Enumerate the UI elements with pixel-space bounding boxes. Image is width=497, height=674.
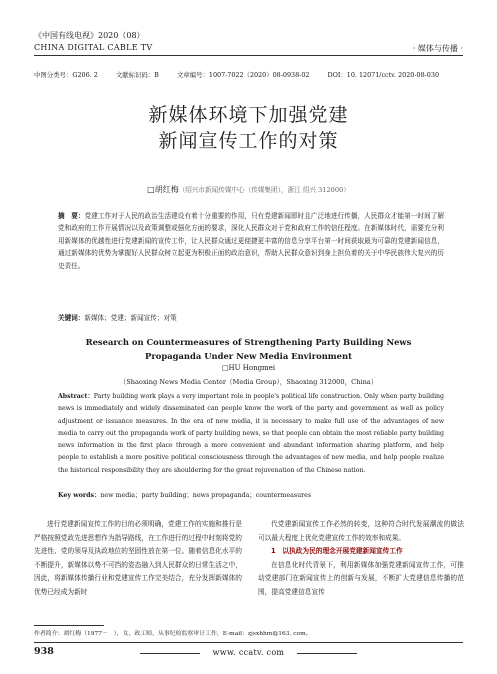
- section-label: · 媒体与传播 ·: [412, 44, 463, 53]
- author-affiliation-cn: （绍兴市新闻传媒中心（传媒集团），浙江 绍兴 312000）: [178, 186, 350, 194]
- body-column-left: 进行党建新闻宣传工作的目的必须明确，党建工作的实施和推行是严格按照党政先进思想作为指导路线，在工作进行的过程中时刻将党的先进性、党的领导及执政地位的坚固性放在第一位。随着信息化水平的不断提升，新媒体以势不可挡的姿态融入到人民群众的日常生活之中，因此，将新媒体传播行业和党建宣传工作完美结合，充分发挥新媒体的优势已经成为新时: [34, 520, 242, 596]
- keywords-text-cn: 新媒体；党建；新闻宣传；对策: [84, 314, 177, 322]
- abstract-label-cn: 摘 要：: [58, 212, 85, 220]
- title-en-line-1: Research on Countermeasures of Strengthening Party Building News: [85, 337, 412, 347]
- section-heading: 1 以执政为民的理念开展党建新闻宣传工作: [271, 547, 403, 556]
- page-number: 938: [34, 646, 54, 657]
- article-title-cn: [0, 102, 497, 154]
- journal-name-en: CHINA DIGITAL CABLE TV: [34, 43, 153, 52]
- header-rule: [34, 55, 463, 56]
- author-name-cn: □胡红梅: [147, 185, 179, 194]
- keywords-label-cn: 关键词：: [58, 314, 85, 322]
- body-column-right: [258, 518, 464, 600]
- footer-rule: [34, 642, 463, 643]
- author-name-en: □HU Hongmei: [221, 364, 276, 372]
- keywords-text-en: new media；party building；news propaganda；countermeasures: [100, 492, 312, 499]
- title-line-2: 新闻宣传工作的对策: [158, 130, 339, 152]
- article-number: 文章编号：1007-7022（2020）08-0938-02: [176, 71, 310, 79]
- doi: DOI：10. 12071/cctv. 2020-08-030: [327, 71, 440, 79]
- title-line-1: 新媒体环境下加强党建: [148, 104, 349, 126]
- abstract-text-en: Party building work plays a very important role in people's political life construction. Only when party building news is immediately and widely disseminated can people know the work of the party and government as well as policy adjustment or issuance measures. In the era of new media, it is necessary to make full use of the advantages of new media to carry out the propaganda work of party building news, so that people can obtain the most reliable party building news information in the first place through a more convenient and abundant information sharing platform, and help people to establish a more positive political consciousness through the advantages of new media, and help people realize the historical responsibility they are shouldering for the great rejuvenation of the Chinese nation.: [58, 393, 444, 474]
- abstract-cn: [58, 210, 444, 272]
- keywords-label-en: Key words：: [58, 492, 101, 499]
- article-title-en: [0, 335, 497, 363]
- footer-website: www. ccatv. com: [212, 648, 285, 657]
- abstract-label-en: Abstract：: [58, 393, 94, 400]
- article-metadata: [34, 70, 455, 79]
- abstract-en: [58, 391, 444, 477]
- author-affiliation-en: （Shaoxing News Media Center（Media Group），Shaoxing 312000，China）: [119, 378, 378, 386]
- author-block-cn: [0, 184, 497, 195]
- footnote-rule: [34, 625, 104, 626]
- author-footnote: 作者简介：胡红梅（1977－ ），女，政工师，从事纪检监察审计工作，E-mail：zjsxhhm@163. com。: [34, 631, 312, 637]
- body-paragraph: 代党建新闻宣传工作必然的转变，这种符合时代发展潮流的做法可以最大程度上优化党建宣传工作的效率和成果。: [258, 520, 464, 542]
- document-code: 文献标识码：B: [115, 71, 159, 79]
- journal-name-cn: 《中国有线电视》2020（08）: [34, 31, 145, 40]
- title-en-line-2: Propaganda Under New Media Environment: [145, 351, 352, 361]
- keywords-cn: [58, 312, 177, 322]
- abstract-text-cn: 党建工作对于人民的政治生活建设有着十分重要的作用，只有党建新闻即时且广泛地进行传播，人民群众才能第一时间了解党和政府的工作开展情况以及政策调整或强化方面的要求，深化人民群众对于党和政府工作的信任程度。在新媒体时代，需要充分利用新媒体的优越性进行党建新闻的宣传工作，让人民群众通过更便捷更丰富的信息分享平台第一时间获取最为可靠的党建新闻信息，通过新媒体的优势为掌握好人民群众树立起更为积极正面的政治意识，帮助人民群众意识到身上担负着的关于中华民族伟大复兴的历史责任。: [58, 212, 444, 270]
- clc-number: 中图分类号：G206. 2: [34, 71, 98, 79]
- body-paragraph: 在信息化时代背景下，利用新媒体加强党建新闻宣传工作，可推动党建部门在新闻宣传上的创新与发展，不断扩大党建信息传播的范围，提高党建信息宣传: [258, 560, 464, 596]
- keywords-en: [58, 490, 311, 499]
